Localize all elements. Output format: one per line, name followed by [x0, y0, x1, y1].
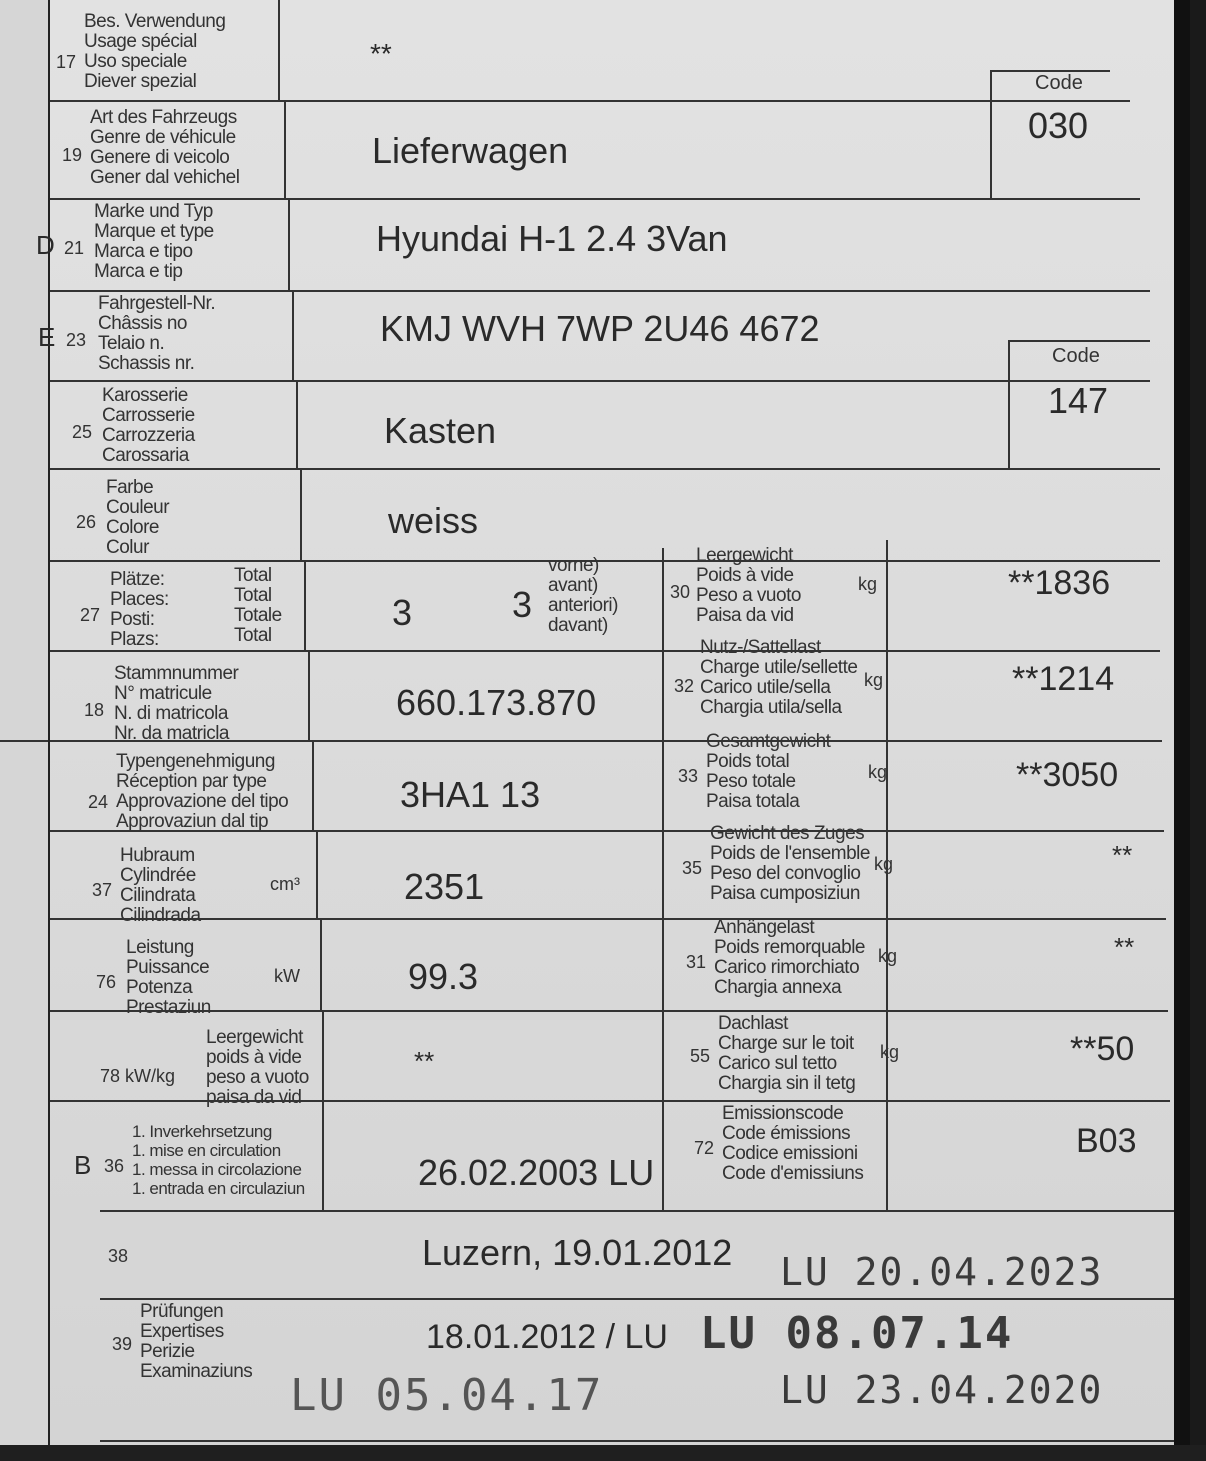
label-rm: Approvaziun dal tip — [116, 811, 269, 832]
label-fr: Charge utile/sellette — [700, 657, 858, 678]
label-it: Carico sul tetto — [718, 1053, 837, 1074]
body-type-code: 147 — [1048, 380, 1109, 421]
label-it: Cilindrata — [120, 885, 196, 906]
label-rm: Schassis nr. — [98, 353, 195, 374]
field-label-35 — [710, 824, 870, 904]
label-de: Karosserie — [102, 385, 188, 406]
label-de: Leergewicht — [206, 1027, 303, 1048]
label-fr: Poids à vide — [696, 565, 794, 586]
label-rm: 1. entrada en circulaziun — [132, 1179, 305, 1198]
field-label-30 — [696, 546, 801, 626]
divider — [50, 1100, 1170, 1102]
roof-load-value: **50 — [1070, 1030, 1135, 1068]
master-number-value: 660.173.870 — [396, 682, 597, 723]
seats-front-value: 3 — [512, 584, 533, 625]
label-rm: Cilindrada — [120, 905, 201, 926]
label-fr: Total — [234, 585, 272, 606]
divider — [50, 1010, 1168, 1012]
section-letter-b: B — [74, 1150, 92, 1180]
divider — [50, 740, 1162, 742]
vehicle-type-code: 030 — [1028, 105, 1089, 146]
field-number: 37 — [92, 880, 113, 900]
divider — [50, 830, 1164, 832]
background-edge — [1174, 0, 1190, 1461]
power-weight-value: ** — [414, 1046, 435, 1076]
divider — [50, 918, 1166, 920]
label-de: vorne) — [548, 555, 599, 576]
unit-label: kg — [864, 670, 884, 690]
total-weight-value: **3050 — [1016, 756, 1119, 794]
registration-form — [36, 0, 1195, 1445]
divider — [300, 468, 302, 560]
label-de: Prüfungen — [140, 1301, 224, 1322]
field-label-27-total — [234, 566, 282, 646]
trailer-load-value: ** — [1114, 932, 1135, 962]
first-registration-value: 26.02.2003 LU — [418, 1152, 655, 1193]
field-number: 78 kW/kg — [100, 1066, 176, 1086]
label-de: Marke und Typ — [94, 201, 213, 222]
issue-place-date-value: Luzern, 19.01.2012 — [422, 1232, 733, 1273]
inspection-stamp: LU 08.07.14 — [700, 1308, 1014, 1359]
divider — [288, 198, 290, 290]
label-rm: Plazs: — [110, 629, 159, 650]
label-de: Total — [234, 565, 272, 586]
field-number: 18 — [84, 700, 105, 720]
type-approval-value: 3HA1 13 — [400, 774, 541, 815]
label-de: Typengenehmigung — [116, 751, 275, 772]
vehicle-type-value: Lieferwagen — [372, 130, 569, 171]
label-it: Codice emissioni — [722, 1143, 858, 1164]
divider — [50, 650, 1160, 652]
label-it: 1. messa in circolazione — [132, 1160, 302, 1179]
empty-weight-value: **1836 — [1008, 564, 1111, 602]
label-rm: Paisa da vid — [696, 605, 794, 626]
field-label-26 — [106, 478, 169, 558]
label-fr: Code émissions — [722, 1123, 851, 1144]
label-it: Carico rimorchiato — [714, 957, 860, 978]
displacement-value: 2351 — [404, 866, 485, 907]
divider — [304, 560, 306, 650]
field-number: 25 — [72, 422, 93, 442]
field-label-27-front — [548, 556, 618, 636]
label-rm: Code d'emissiuns — [722, 1163, 864, 1184]
field-number: 76 — [96, 972, 117, 992]
divider — [296, 380, 298, 468]
label-fr: Carrosserie — [102, 405, 195, 426]
field-label-19 — [90, 108, 239, 188]
label-de: Hubraum — [120, 845, 195, 866]
divider — [990, 70, 1110, 72]
inspection-stamp: LU 23.04.2020 — [780, 1368, 1104, 1412]
label-fr: Couleur — [106, 497, 170, 518]
label-it: Telaio n. — [98, 333, 165, 354]
inspections-value: 18.01.2012 / LU — [426, 1318, 668, 1356]
field-number: 23 — [66, 330, 87, 350]
label-it: Carico utile/sella — [700, 677, 831, 698]
label-it: Marca e tipo — [94, 241, 193, 262]
label-de: Dachlast — [718, 1013, 788, 1034]
emission-code-value: B03 — [1076, 1122, 1137, 1160]
label-it: Perizie — [140, 1341, 195, 1362]
label-de: Nutz-/Sattellast — [700, 637, 821, 658]
body-type-value: Kasten — [384, 410, 497, 451]
label-rm: paisa da vid — [206, 1087, 302, 1108]
label-rm: Paisa cumposiziun — [710, 883, 860, 904]
background-bottom — [0, 1445, 1206, 1461]
label-it: Carrozzeria — [102, 425, 195, 446]
divider — [990, 70, 992, 198]
field-number: 32 — [674, 676, 695, 696]
label-it: Uso speciale — [84, 51, 187, 72]
label-it: Approvazione del tipo — [116, 791, 289, 812]
label-rm: Examinaziuns — [140, 1361, 253, 1382]
label-de: Leistung — [126, 937, 194, 958]
label-fr: Poids de l'ensemble — [710, 843, 870, 864]
label-rm: Paisa totala — [706, 791, 800, 812]
label-rm: Diever spezial — [84, 71, 197, 92]
left-fold-edge — [0, 0, 50, 1461]
divider — [100, 1210, 1180, 1212]
label-de: Farbe — [106, 477, 154, 498]
field-number: 19 — [62, 145, 83, 165]
inspection-stamp: LU 05.04.17 — [290, 1370, 604, 1421]
divider — [312, 740, 314, 830]
field-label-55 — [718, 1014, 855, 1094]
field-label-27 — [110, 570, 169, 650]
label-fr: N° matricule — [114, 683, 212, 704]
label-it: Posti: — [110, 609, 155, 630]
label-de: 1. Inverkehrsetzung — [132, 1122, 272, 1141]
field-number: 31 — [686, 952, 707, 972]
label-fr: Charge sur le toit — [718, 1033, 854, 1054]
label-rm: Total — [234, 625, 272, 646]
label-rm: Marca e tip — [94, 261, 183, 282]
label-fr: 1. mise en circulation — [132, 1141, 281, 1160]
section-letter-e: E — [38, 322, 56, 352]
label-it: Peso totale — [706, 771, 796, 792]
divider — [50, 380, 1150, 382]
label-it: Genere di veicolo — [90, 147, 230, 168]
unit-label: cm³ — [270, 874, 300, 894]
divider — [316, 830, 318, 918]
label-rm: Prestaziun — [126, 997, 211, 1018]
field-number: 17 — [56, 52, 77, 72]
code-label: Code — [1052, 345, 1100, 367]
divider — [886, 540, 888, 1210]
label-fr: Marque et type — [94, 221, 214, 242]
divider — [278, 0, 280, 100]
inspection-stamp: LU 20.04.2023 — [780, 1250, 1104, 1294]
field-number: 72 — [694, 1138, 715, 1158]
label-rm: Chargia sin il tetg — [718, 1073, 856, 1094]
seats-total-value: 3 — [392, 592, 413, 633]
payload-value: **1214 — [1012, 660, 1115, 698]
unit-label: kg — [878, 946, 898, 966]
label-it: Colore — [106, 517, 159, 538]
label-de: Gewicht des Zuges — [710, 823, 865, 844]
label-de: Stammnummer — [114, 663, 239, 684]
field-label-25 — [102, 386, 195, 466]
label-it: peso a vuoto — [206, 1067, 309, 1088]
label-it: N. di matricola — [114, 703, 228, 724]
label-rm: Chargia annexa — [714, 977, 842, 998]
field-number: 38 — [108, 1246, 129, 1266]
label-fr: Réception par type — [116, 771, 267, 792]
code-label: Code — [1035, 72, 1083, 94]
label-de: Leergewicht — [696, 545, 793, 566]
field-label-18 — [114, 664, 238, 744]
divider — [662, 548, 664, 1210]
field-label-78 — [206, 1028, 309, 1108]
label-de: Gesamtgewicht — [706, 731, 831, 752]
label-rm: Colur — [106, 537, 149, 558]
label-rm: Gener dal vehichel — [90, 167, 240, 188]
divider — [100, 1298, 1180, 1300]
unit-label: kg — [880, 1042, 900, 1062]
field-label-24 — [116, 752, 288, 832]
field-number: 30 — [670, 582, 691, 602]
field-number: 26 — [76, 512, 97, 532]
divider — [50, 468, 1160, 470]
field-label-21 — [94, 202, 214, 282]
field-label-39 — [140, 1302, 252, 1382]
field-number: 35 — [682, 858, 703, 878]
label-fr: Genre de véhicule — [90, 127, 236, 148]
label-it: anteriori) — [548, 595, 618, 616]
label-fr: Puissance — [126, 957, 210, 978]
label-fr: avant) — [548, 575, 598, 596]
label-fr: Poids total — [706, 751, 790, 772]
power-value: 99.3 — [408, 956, 479, 997]
field-label-33 — [706, 732, 830, 812]
divider — [322, 1010, 324, 1210]
field-number: 55 — [690, 1046, 711, 1066]
make-model-value: Hyundai H-1 2.4 3Van — [376, 218, 728, 259]
label-fr: poids à vide — [206, 1047, 302, 1068]
divider — [0, 740, 48, 742]
label-rm: Nr. da matricla — [114, 723, 229, 744]
field-label-23 — [98, 294, 215, 374]
field-label-37 — [120, 846, 201, 926]
label-de: Anhängelast — [714, 917, 815, 938]
divider — [1008, 340, 1150, 342]
field-label-31 — [714, 918, 865, 998]
divider — [320, 918, 322, 1010]
field-number: 21 — [64, 238, 85, 258]
field-label-32 — [700, 638, 857, 718]
label-fr: Usage spécial — [84, 31, 197, 52]
field-number: 27 — [80, 605, 101, 625]
unit-label: kg — [874, 854, 894, 874]
chassis-number-value: KMJ WVH 7WP 2U46 4672 — [380, 308, 820, 349]
label-rm: Chargia utila/sella — [700, 697, 842, 718]
divider — [1008, 340, 1010, 470]
field-number: 33 — [678, 766, 699, 786]
divider — [50, 290, 1150, 292]
divider — [100, 1440, 1180, 1442]
train-weight-value: ** — [1112, 840, 1133, 870]
unit-label: kg — [868, 762, 888, 782]
label-fr: Châssis no — [98, 313, 187, 334]
label-rm: davant) — [548, 615, 608, 636]
label-fr: Poids remorquable — [714, 937, 865, 958]
field-label-36 — [132, 1122, 305, 1198]
field-value-17: ** — [370, 38, 392, 69]
field-number: 39 — [112, 1334, 133, 1354]
label-de: Plätze: — [110, 569, 165, 590]
label-it: Potenza — [126, 977, 193, 998]
color-value: weiss — [388, 500, 479, 541]
label-it: Peso del convoglio — [710, 863, 861, 884]
field-number: 36 — [104, 1156, 125, 1176]
label-fr: Places: — [110, 589, 169, 610]
divider — [292, 290, 294, 380]
field-label-76 — [126, 938, 211, 1018]
label-it: Peso a vuoto — [696, 585, 801, 606]
label-it: Totale — [234, 605, 282, 626]
unit-label: kW — [274, 966, 300, 986]
unit-label: kg — [858, 574, 878, 594]
section-letter-d: D — [36, 230, 55, 260]
divider — [308, 650, 310, 740]
field-label-72 — [722, 1104, 863, 1184]
field-label-17 — [84, 12, 225, 92]
field-number: 24 — [88, 792, 109, 812]
divider — [50, 100, 1130, 102]
label-rm: Carossaria — [102, 445, 189, 466]
label-de: Bes. Verwendung — [84, 11, 226, 32]
label-de: Fahrgestell-Nr. — [98, 293, 216, 314]
label-fr: Cylindrée — [120, 865, 196, 886]
divider — [50, 198, 1140, 200]
label-de: Emissionscode — [722, 1103, 844, 1124]
label-fr: Expertises — [140, 1321, 224, 1342]
label-de: Art des Fahrzeugs — [90, 107, 237, 128]
divider — [284, 100, 286, 198]
